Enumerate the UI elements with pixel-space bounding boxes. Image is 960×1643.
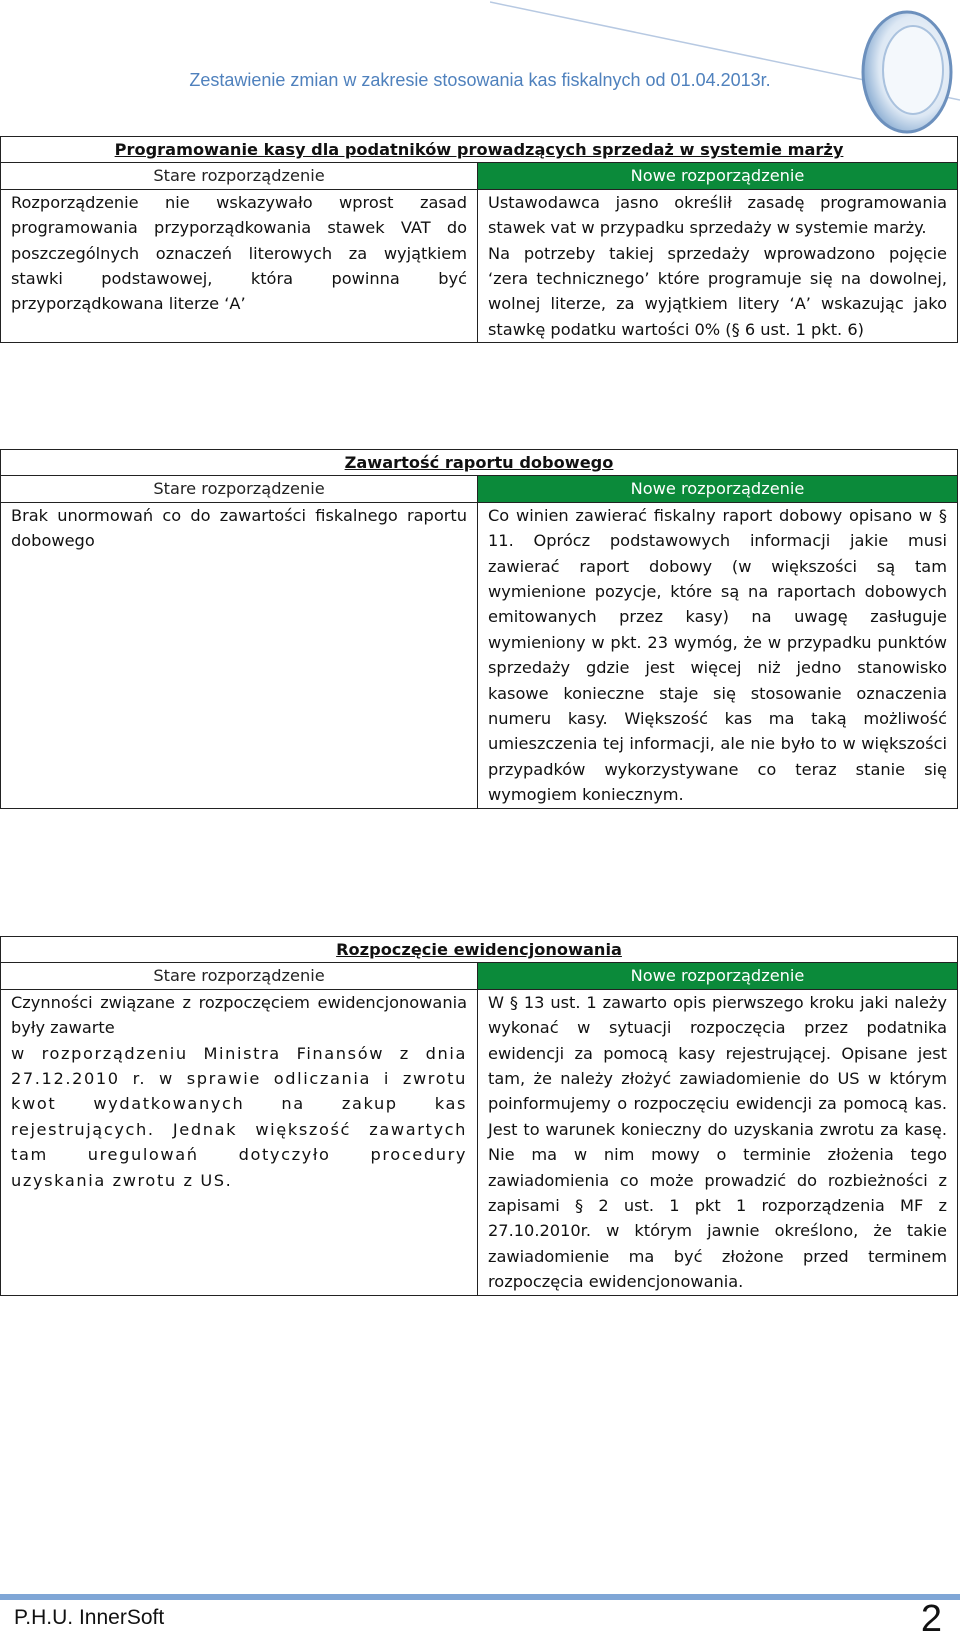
new-regulation-text (478, 502, 958, 808)
document-header-title: Zestawienie zmian w zakresie stosowania kas fiskalnych od 01.04.2013r. (189, 70, 771, 90)
old-regulation-text: Czynności związane z rozpoczęciem ewidencjonowania były zawarte w rozporządzeniu Ministra Finansów z dnia 27.12.2010 r. w sprawie odliczania i zwrotu kwot wydatkowanych na zakup kas rejestrujących. Jednak większość zawartych tam uregulowań dotyczyło procedury uzyskania zwrotu z US. (1, 989, 478, 1295)
section-title: Zawartość raportu dobowego (1, 450, 958, 476)
new-regulation-text (478, 989, 958, 1295)
section-margin-programming-table (0, 136, 958, 343)
page-number: 2 (920, 1598, 942, 1640)
old-regulation-header: Stare rozporządzenie (1, 476, 478, 502)
new-regulation-header: Nowe rozporządzenie (478, 163, 958, 189)
section-title: Rozpoczęcie ewidencjonowania (1, 937, 958, 963)
paragraph: Co winien zawierać fiskalny raport dobowy opisano w § 11. Oprócz podstawowych informacji jakie musi zawierać raport dobowy (w większości są tam wymienione pozycje, które są na raportach dobowych emitowanych przez kasy) na uwagę zasługuje wymieniony w pkt. 23 wymóg, że w przypadku punktów sprzedaży gdzie jest więcej niż jedno stanowisko kasowe konieczne staje się stosowanie oznaczenia numeru kasy. Większość kas ma taką możliwość umieszczenia tej informacji, ale nie było to w większości przypadków wykorzystywane co teraz stanie się wymogiem koniecznym. (488, 505, 947, 805)
old-regulation-text: Brak unormowań co do zawartości fiskalnego raportu dobowego (1, 502, 478, 808)
section-title: Programowanie kasy dla podatników prowadzących sprzedaż w systemie marży (1, 137, 958, 163)
new-regulation-header: Nowe rozporządzenie (478, 963, 958, 989)
paragraph: W § 13 ust. 1 zawarto opis pierwszego kroku jaki należy wykonać w sytuacji rozpoczęcia przez podatnika ewidencji za pomocą kasy rejestrującej. Opisane jest tam, że należy złożyć zawiadomienie do US w którym poinformujemy o rozpoczęciu ewidencji za pomocą kas. Jest to warunek konieczny do uzyskania zwrotu za kasę. Nie ma w nim mowy o terminie złożenia tego zawiadomienia co może prowadzić do rozbieżności z zapisami § 2 ust. 1 pkt 1 rozporządzenia MF z 27.10.2010r. w którym jawnie określono, że takie zawiadomienie ma być złożone przed terminem rozpoczęcia ewidencjonowania. (488, 992, 948, 1292)
old-regulation-text: Rozporządzenie nie wskazywało wprost zasad programowania przyporządkowania stawek VAT do poszczególnych oznaczeń literowych za wyjątkiem stawki podstawowej, która powinna być przyporządkowana literze ‘A’ (1, 189, 478, 342)
paragraph: Na potrzeby takiej sprzedaży wprowadzono pojęcie ‘zera technicznego’ które programuje się na dowolnej, wolnej literze, za wyjątkiem litery ‘A’ wskazując jako stawkę podatku wartości 0% (§ 6 ust. 1 pkt. 6) (488, 243, 947, 339)
footer-divider (0, 1594, 960, 1600)
new-regulation-text (478, 189, 958, 342)
old-regulation-header: Stare rozporządzenie (1, 963, 478, 989)
new-regulation-header: Nowe rozporządzenie (478, 476, 958, 502)
section-start-of-recording-table (0, 936, 958, 1296)
old-regulation-header: Stare rozporządzenie (1, 163, 478, 189)
footer-company-name: P.H.U. InnerSoft (14, 1606, 165, 1629)
section-daily-report-table (0, 449, 958, 809)
paragraph: Ustawodawca jasno określił zasadę programowania stawek vat w przypadku sprzedaży w systemie marży. (488, 192, 947, 238)
